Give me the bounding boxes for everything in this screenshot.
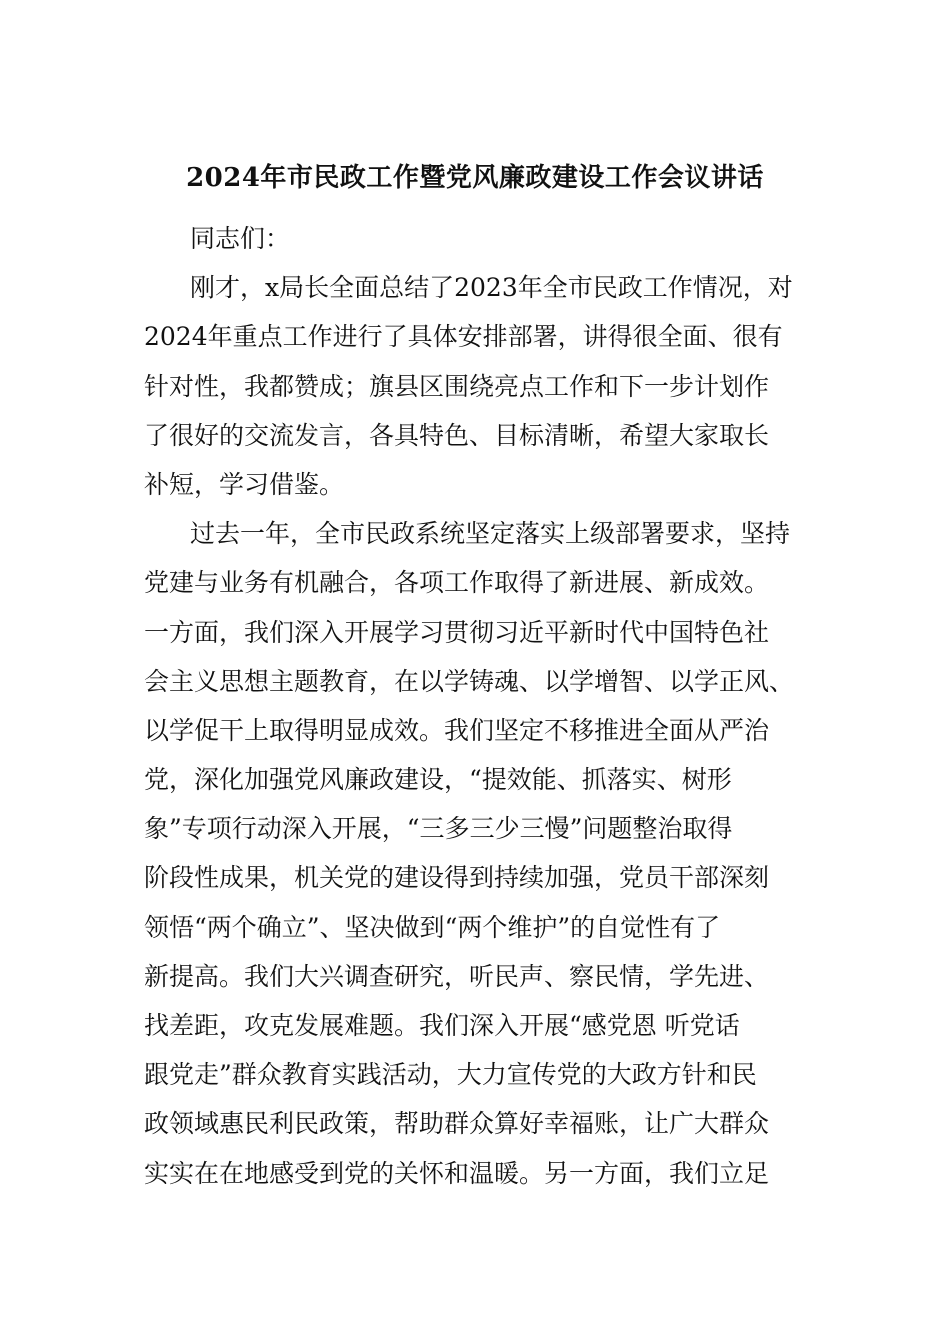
document-body xyxy=(144,214,809,1198)
paragraph-2-line: 找差距，攻克发展难题。我们深入开展“感党恩 听党话 xyxy=(144,1011,740,1040)
paragraph-1-line: 了很好的交流发言，各具特色、目标清晰，希望大家取长 xyxy=(144,420,770,450)
paragraph-2-line: 政领域惠民利民政策，帮助群众算好幸福账，让广大群众 xyxy=(144,1109,770,1139)
paragraph-2-line: 一方面，我们深入开展学习贯彻习近平新时代中国特色社 xyxy=(144,617,770,647)
paragraph-1-line: 补短，学习借鉴。 xyxy=(144,469,345,499)
paragraph-2-line: 以学促干上取得明显成效。我们坚定不移推进全面从严治 xyxy=(144,715,770,745)
paragraph-1-line: 刚才，x局长全面总结了2023年全市民政工作情况，对 xyxy=(190,273,793,303)
paragraph-2-line: 党，深化加强党风廉政建设，“提效能、抓落实、树形 xyxy=(144,765,732,795)
paragraph-2-line: 领悟“两个确立”、坚决做到“两个维护”的自觉性有了 xyxy=(144,912,721,942)
paragraph-2-line: 跟党走”群众教育实践活动，大力宣传党的大政方针和民 xyxy=(144,1060,757,1090)
paragraph-2-line: 党建与业务有机融合，各项工作取得了新进展、新成效。 xyxy=(144,568,770,598)
paragraph-2-line: 新提高。我们大兴调查研究，听民声、察民情，学先进、 xyxy=(144,961,770,991)
paragraph-1-line: 针对性，我都赞成；旗县区围绕亮点工作和下一步计划作 xyxy=(144,371,770,401)
paragraph-2-line: 象”专项行动深入开展，“三多三少三慢”问题整治取得 xyxy=(144,814,733,844)
paragraph-2-line: 实实在在地感受到党的关怀和温暖。另一方面，我们立足 xyxy=(144,1158,770,1188)
paragraph-2-line: 会主义思想主题教育，在以学铸魂、以学增智、以学正风、 xyxy=(144,666,795,696)
salutation: 同志们： xyxy=(190,224,291,253)
paragraph-1-line: 2024年重点工作进行了具体安排部署，讲得很全面、很有 xyxy=(144,322,783,352)
paragraph-2-line: 阶段性成果，机关党的建设得到持续加强，党员干部深刻 xyxy=(144,863,770,893)
document-title: 2024年市民政工作暨党风廉政建设工作会议讲话 xyxy=(186,163,764,193)
paragraph-2-line: 过去一年，全市民政系统坚定落实上级部署要求，坚持 xyxy=(190,519,791,549)
